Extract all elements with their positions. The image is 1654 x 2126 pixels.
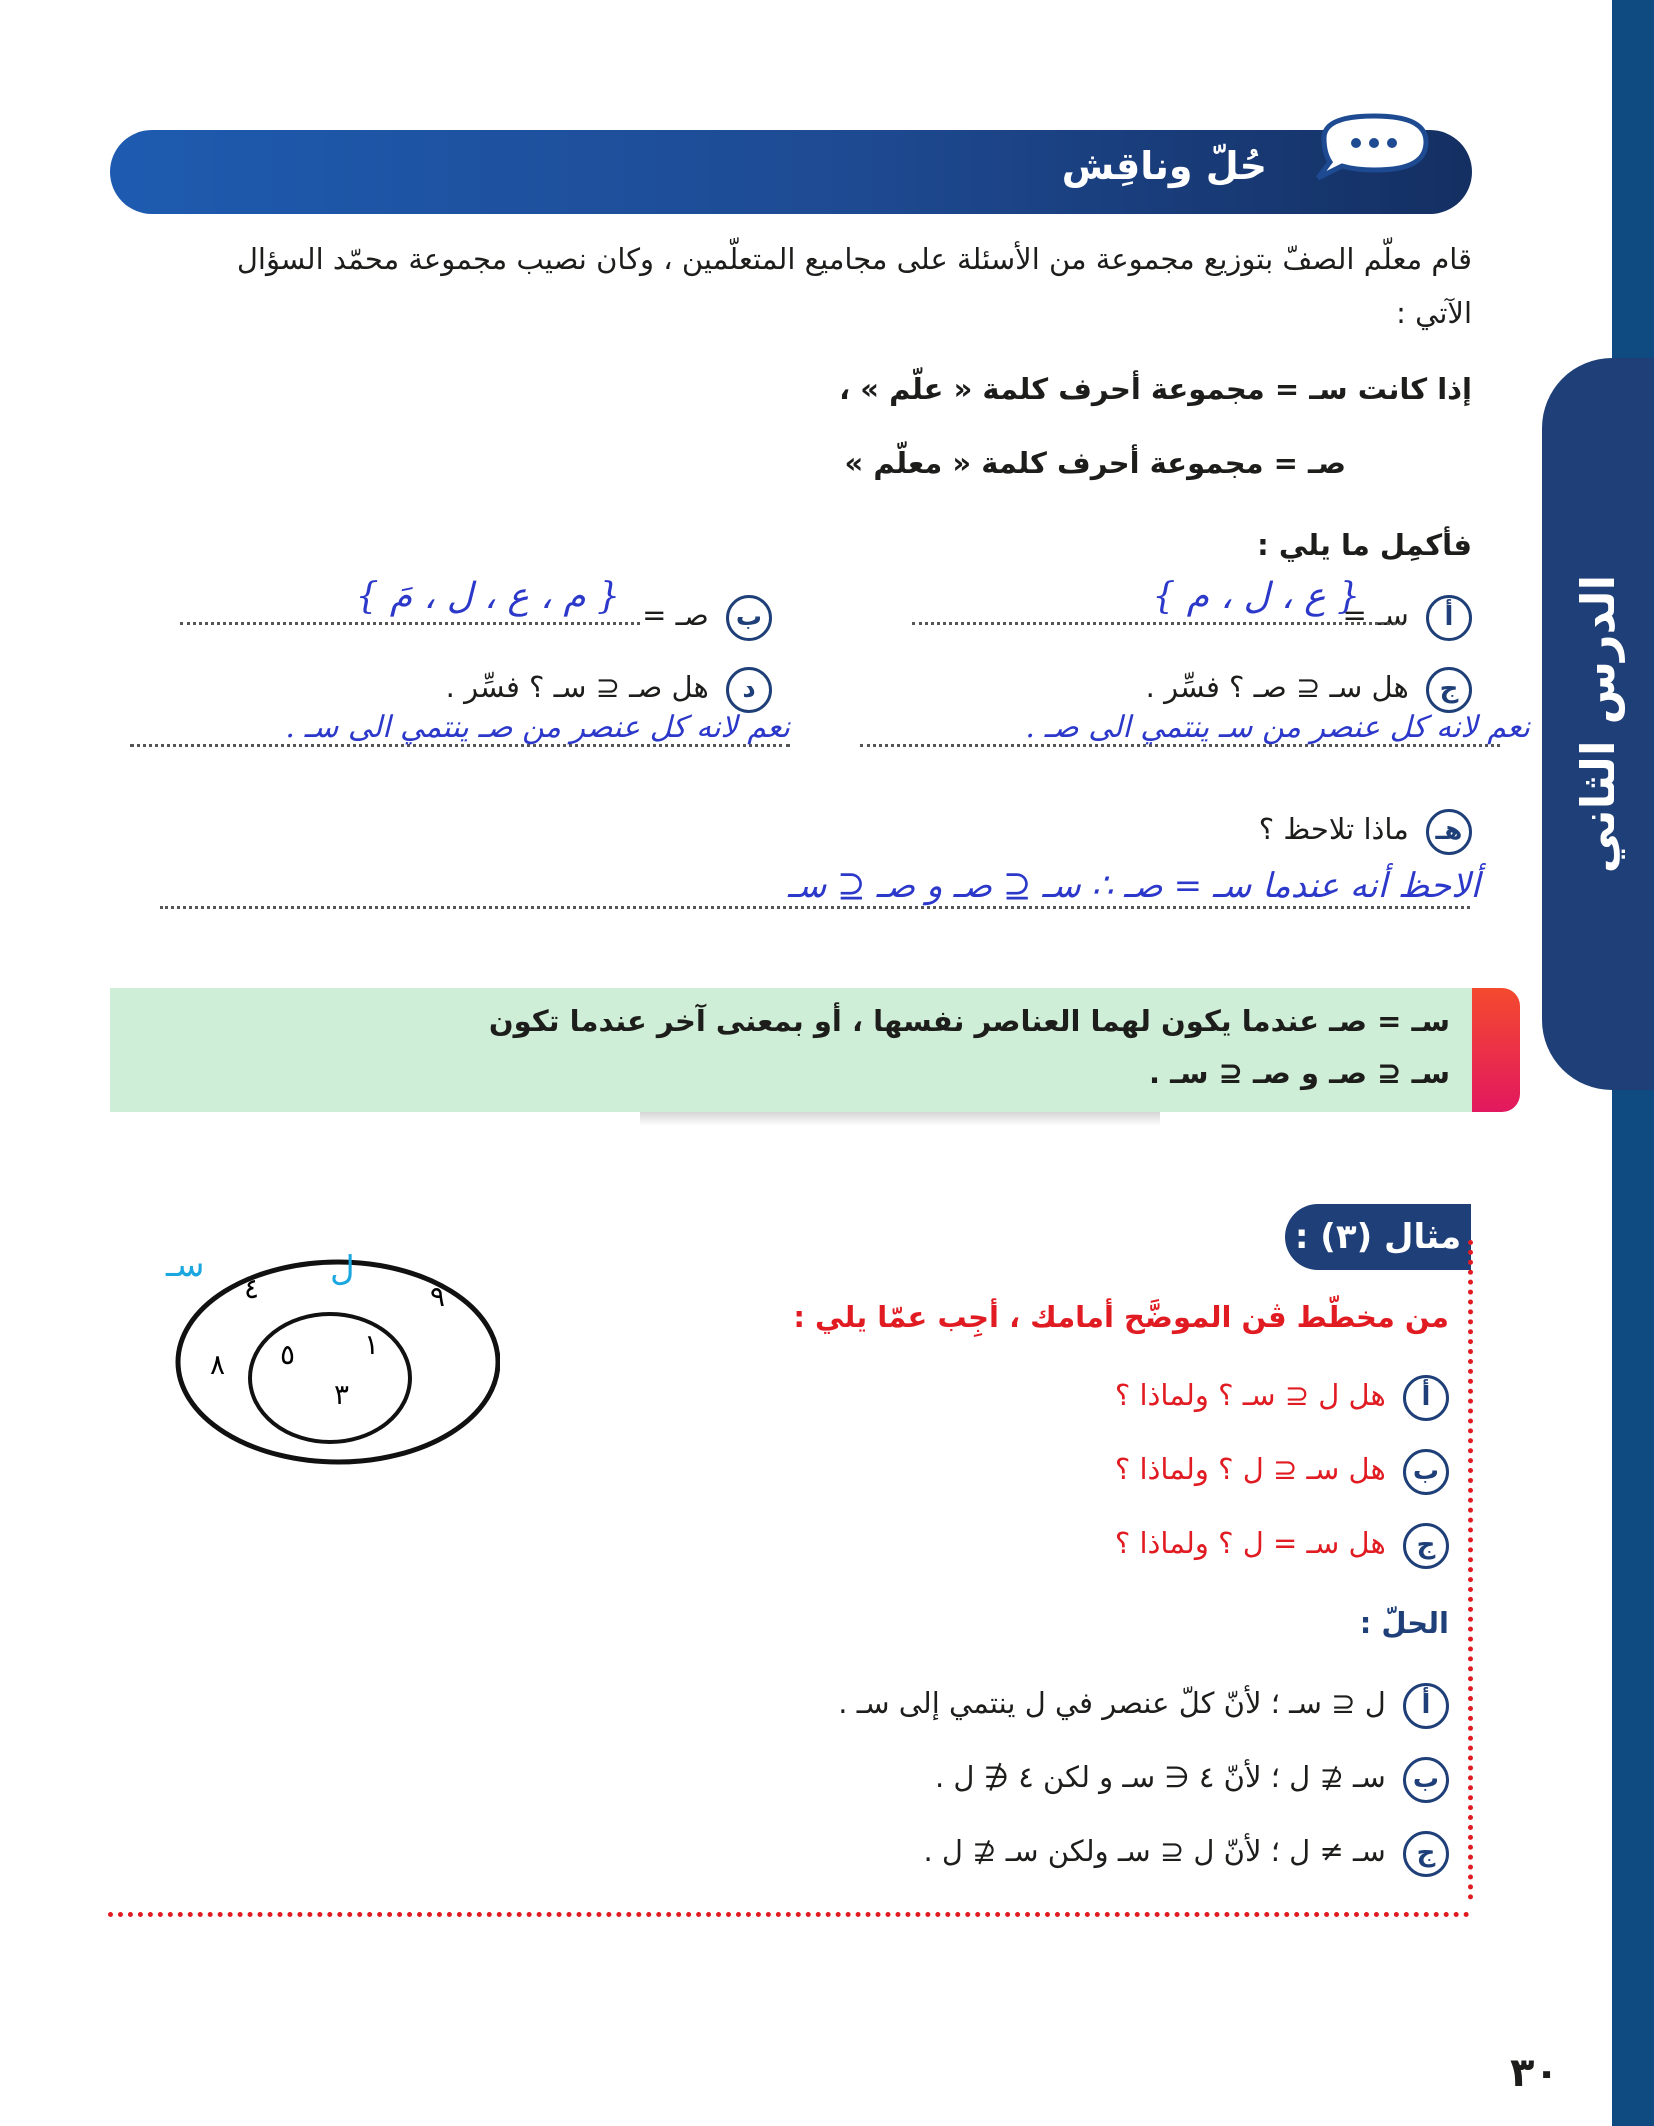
item-c [912,664,1472,713]
item-b-prefix: صـ = [642,598,709,632]
solution-c-letter: ج [1403,1831,1449,1877]
example-question-c-letter: ج [1403,1523,1449,1569]
complete-title: فأكمِل ما يلي : [1257,528,1472,562]
solution-title: الحلّ : [1359,1606,1449,1640]
venn-element: ٥ [280,1338,296,1371]
solution-b-text: سـ ⊈ ل ؛ لأنّ ٤ ∈ سـ و لكن ٤ ∉ ل . [935,1760,1386,1794]
venn-inner-label: ل [330,1249,355,1289]
example-question-a-text: هل ل ⊆ سـ ؟ ولماذا ؟ [1114,1378,1386,1412]
example-title: مثال (٣) : [1285,1204,1471,1270]
solution-c [349,1828,1449,1877]
item-d [272,664,772,713]
note-line-2: سـ ⊆ صـ و صـ ⊆ سـ . [1148,1056,1450,1090]
venn-inner-set [250,1314,410,1442]
page-number: ٣٠ [1510,2050,1559,2096]
given-line-2: صـ = مجموعة أحرف كلمة « معلّم » [844,446,1346,480]
note-line-1: سـ = صـ عندما يكون لهما العناصر نفسها ، أو بمعنى آخر عندما تكون [488,1004,1450,1038]
solution-c-text: سـ ≠ ل ؛ لأنّ ل ⊆ سـ ولكن سـ ⊈ ل . [923,1834,1386,1868]
venn-element: ٨ [210,1348,226,1381]
venn-element: ٩ [430,1280,446,1313]
example-question-b-letter: ب [1403,1449,1449,1495]
venn-element: ١ [364,1328,380,1361]
venn-diagram [140,1230,500,1470]
item-c-question: هل سـ ⊆ صـ ؟ فسِّر . [1145,670,1409,704]
item-d-question: هل صـ ⊆ سـ ؟ فسِّر . [445,670,709,704]
note-accent-bar [1472,988,1520,1112]
solution-a [349,1680,1449,1729]
solution-b [349,1754,1449,1803]
item-c-answer: نعم لانه كل عنصر من سـ ينتمي الى صـ . [1025,710,1530,745]
item-c-letter: ج [1426,667,1472,713]
note-shadow [640,1112,1160,1126]
example-prompt: من مخطّط ڤن الموضَّح أمامك ، أجِب عمّا يلي : [793,1300,1449,1334]
definition-note [110,988,1472,1112]
lesson-tab-label: الدرس الثاني [1571,574,1626,874]
solution-b-letter: ب [1403,1757,1449,1803]
intro-line-1: قام معلّم الصفّ بتوزيع مجموعة من الأسئلة على مجاميع المتعلّمين ، وكان نصيب مجموعة محمّد السؤال [236,242,1472,276]
item-b-line [180,622,640,625]
solution-a-text: ل ⊆ سـ ؛ لأنّ كلّ عنصر في ل ينتمي إلى سـ . [838,1686,1386,1720]
item-b-answer: { م ، ع ، ل ، مَ } [355,576,620,617]
example-question-b [749,1446,1449,1495]
venn-element: ٣ [334,1378,350,1411]
example-question-c-text: هل سـ = ل ؟ ولماذا ؟ [1114,1526,1386,1560]
item-a-prefix: سـ = [1342,598,1409,632]
example-question-a [749,1372,1449,1421]
item-d-answer: نعم لانه كل عنصر من صـ ينتمي الى سـ . [285,710,790,745]
item-e-question: ماذا تلاحظ ؟ [1258,812,1409,846]
item-d-letter: د [726,667,772,713]
example-question-a-letter: أ [1403,1375,1449,1421]
venn-element: ٤ [244,1272,260,1305]
item-a-answer: { ع ، ل ، م } [1152,576,1360,617]
solution-a-letter: أ [1403,1683,1449,1729]
banner-title: حُلّ وناقِش [1061,144,1267,188]
intro-line-2: الآتي : [1396,296,1472,330]
item-e [972,806,1472,855]
item-e-letter: هـ [1426,809,1472,855]
item-e-line [160,906,1470,909]
example-frame-right [1468,1240,1473,1900]
given-line-1: إذا كانت سـ = مجموعة أحرف كلمة « علّم » ، [839,372,1472,406]
item-a-line [912,622,1402,625]
item-b-letter: ب [726,595,772,641]
venn-outer-label: سـ [166,1245,205,1285]
venn-outer-set [178,1262,498,1462]
example-question-c [749,1520,1449,1569]
item-e-answer: ألاحظ أنه عندما سـ = صـ ∴ سـ ⊆ صـ و صـ ⊆ سـ [787,866,1480,906]
chat-bubble-icon [1304,108,1434,208]
lesson-tab [1542,358,1654,1090]
item-a-letter: أ [1426,595,1472,641]
example-frame-bottom [108,1912,1470,1917]
example-question-b-text: هل سـ ⊆ ل ؟ ولماذا ؟ [1114,1452,1386,1486]
section-banner [110,130,1472,214]
